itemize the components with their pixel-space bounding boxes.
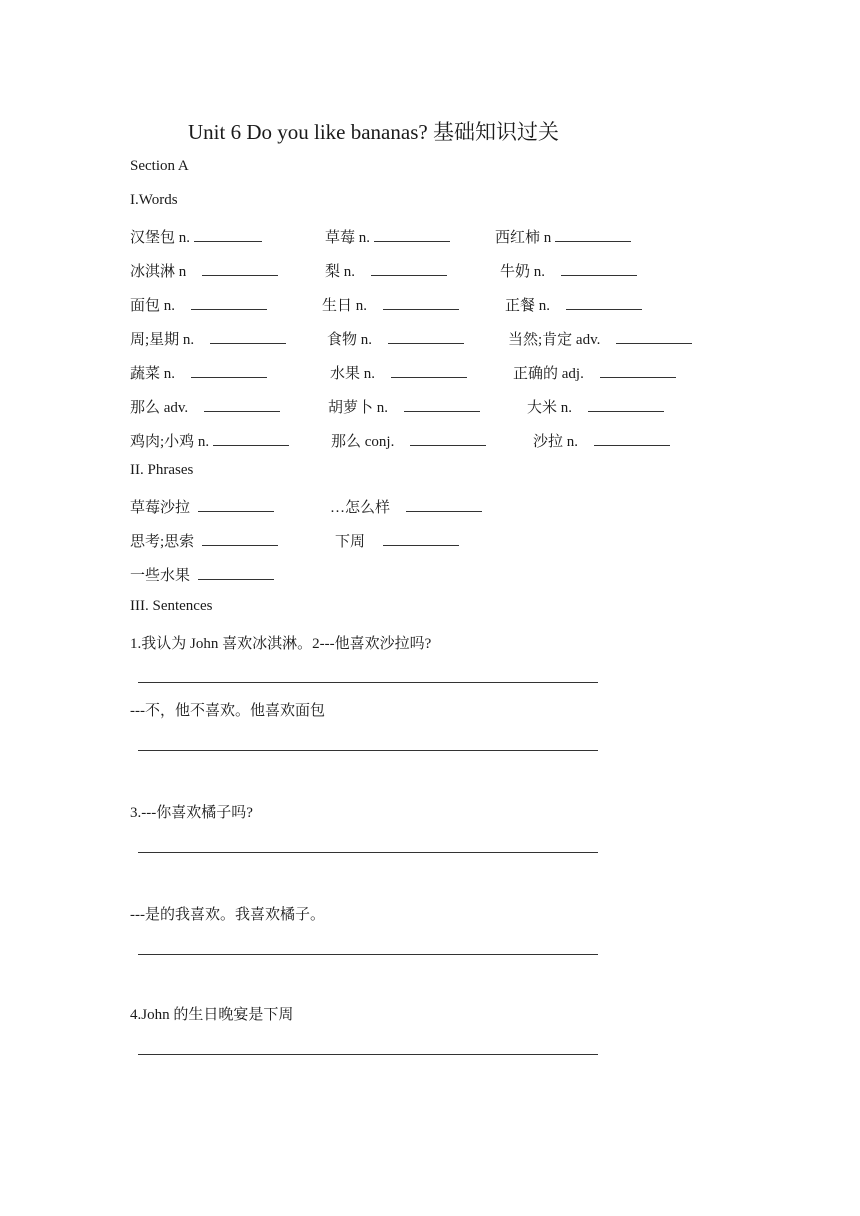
answer-blank[interactable] [404, 399, 480, 412]
page-title: Unit 6 Do you like bananas? 基础知识过关 [188, 120, 559, 144]
answer-blank[interactable] [194, 229, 262, 242]
word-item: 西红柿 n [495, 226, 631, 247]
answer-blank[interactable] [588, 399, 664, 412]
answer-blank[interactable] [383, 297, 459, 310]
answer-blank[interactable] [391, 365, 467, 378]
answer-blank[interactable] [406, 499, 482, 512]
answer-blank[interactable] [191, 297, 267, 310]
answer-line[interactable] [138, 682, 598, 683]
word-item: 牛奶 n. [500, 260, 637, 281]
word-item: 沙拉 n. [533, 430, 670, 451]
word-item: 冰淇淋 n [130, 260, 278, 281]
answer-blank[interactable] [616, 331, 692, 344]
section-label: Section A [130, 158, 189, 174]
answer-blank[interactable] [410, 433, 486, 446]
word-item: 正确的 adj. [513, 362, 676, 383]
answer-line[interactable] [138, 750, 598, 751]
phrase-item: 思考;思索 [130, 530, 278, 551]
word-item: 蔬菜 n. [130, 362, 267, 383]
word-item: 当然;肯定 adv. [508, 328, 692, 349]
answer-blank[interactable] [374, 229, 450, 242]
answer-blank[interactable] [198, 499, 274, 512]
word-item: 那么 conj. [331, 430, 486, 451]
answer-blank[interactable] [191, 365, 267, 378]
sentence-prompt: ---是的我喜欢。我喜欢橘子。 [130, 907, 325, 923]
answer-blank[interactable] [371, 263, 447, 276]
word-item: 梨 n. [325, 260, 447, 281]
word-item: 水果 n. [330, 362, 467, 383]
sentence-prompt: 1.我认为 John 喜欢冰淇淋。2---他喜欢沙拉吗? [130, 636, 432, 652]
phrase-item: 草莓沙拉 [130, 496, 274, 517]
answer-blank[interactable] [202, 263, 278, 276]
phrase-item: 一些水果 [130, 564, 274, 585]
answer-blank[interactable] [388, 331, 464, 344]
answer-blank[interactable] [594, 433, 670, 446]
answer-blank[interactable] [561, 263, 637, 276]
word-item: 面包 n. [130, 294, 267, 315]
word-item: 食物 n. [327, 328, 464, 349]
answer-blank[interactable] [213, 433, 289, 446]
answer-line[interactable] [138, 1054, 598, 1055]
word-item: 那么 adv. [130, 396, 280, 417]
answer-blank[interactable] [198, 567, 274, 580]
answer-blank[interactable] [600, 365, 676, 378]
word-item: 大米 n. [527, 396, 664, 417]
answer-blank[interactable] [210, 331, 286, 344]
answer-blank[interactable] [204, 399, 280, 412]
answer-blank[interactable] [202, 533, 278, 546]
answer-line[interactable] [138, 954, 598, 955]
word-item: 鸡肉;小鸡 n. [130, 430, 289, 451]
word-item: 周;星期 n. [130, 328, 286, 349]
sentences-heading: III. Sentences [130, 598, 213, 614]
sentence-prompt: 3.---你喜欢橘子吗? [130, 805, 253, 821]
answer-line[interactable] [138, 852, 598, 853]
words-heading: I.Words [130, 192, 178, 208]
phrases-heading: II. Phrases [130, 462, 194, 478]
sentence-prompt: 4.John 的生日晚宴是下周 [130, 1007, 294, 1023]
sentence-prompt: ---不，他不喜欢。他喜欢面包 [130, 703, 325, 719]
phrase-item: …怎么样 [330, 496, 482, 517]
answer-blank[interactable] [555, 229, 631, 242]
answer-blank[interactable] [383, 533, 459, 546]
word-item: 草莓 n. [325, 226, 450, 247]
phrase-item: 下周 [335, 530, 459, 551]
word-item: 胡萝卜 n. [328, 396, 480, 417]
word-item: 生日 n. [322, 294, 459, 315]
word-item: 汉堡包 n. [130, 226, 262, 247]
word-item: 正餐 n. [505, 294, 642, 315]
answer-blank[interactable] [566, 297, 642, 310]
